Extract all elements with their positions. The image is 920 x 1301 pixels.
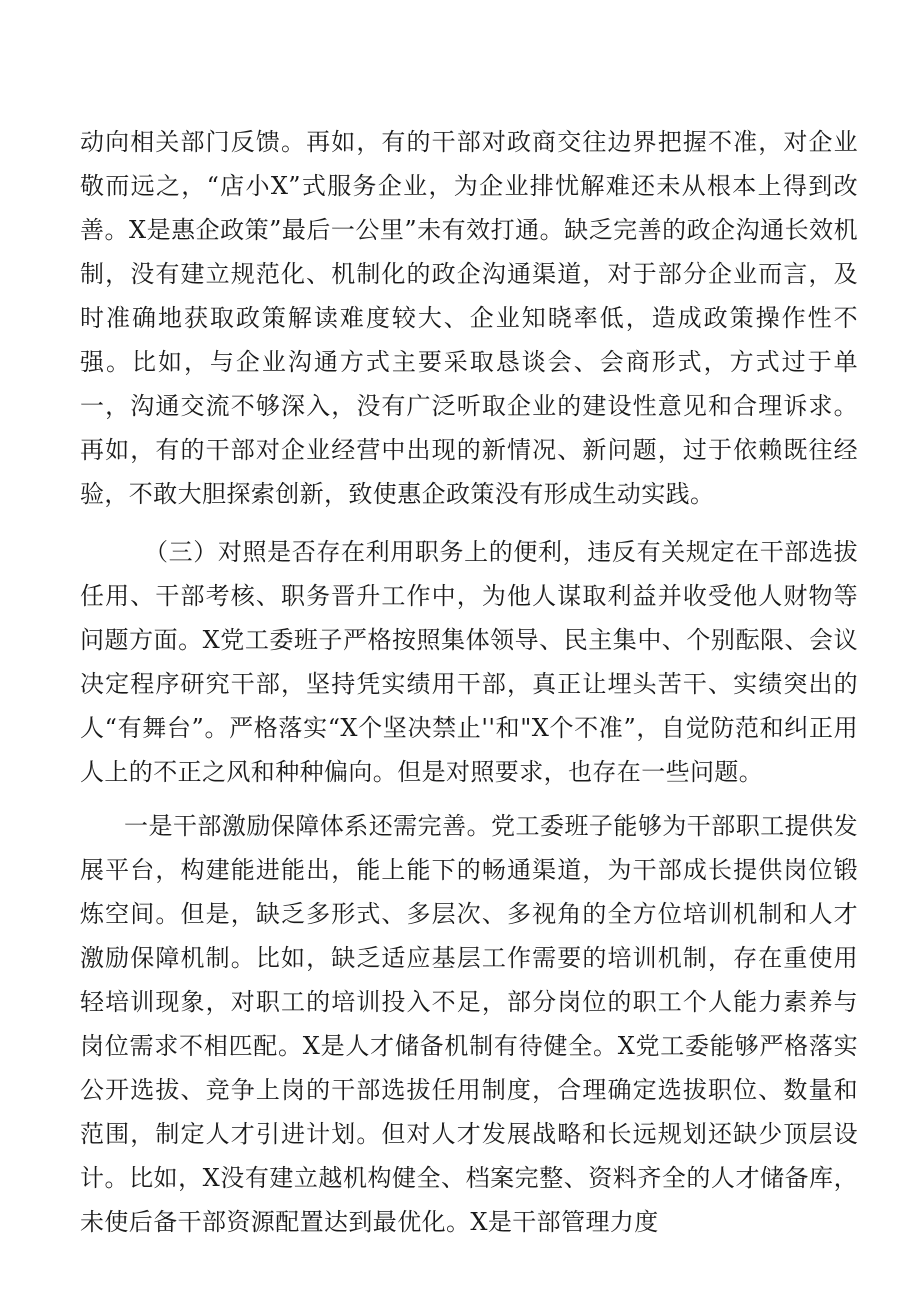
paragraph-1: 动向相关部门反馈。再如，有的干部对政商交往边界把握不准，对企业敬而远之，“店小X”式服务企业，为企业排忧解难还未从根本上得到改善。X是惠企政策”最后一公里”未有效打通。缺乏完善的政企沟通长效机制，没有建立规范化、机制化的政企沟通渠道，对于部分企业而言，及时准确地获取政策解读难度较大、企业知晓率低，造成政策操作性不强。比如，与企业沟通方式主要采取恳谈会、会商形式，方式过于单一，沟通交流不够深入，没有广泛听取企业的建设性意见和合理诉求。再如，有的干部对企业经营中出现的新情况、新问题，过于依赖既往经验，不敢大胆探索创新，致使惠企政策没有形成生动实践。 [80,128,858,508]
paragraph-2: （三）对照是否存在利用职务上的便利，违反有关规定在干部选拔任用、干部考核、职务晋升工作中，为他人谋取利益并收受他人财物等问题方面。X党工委班子严格按照集体领导、民主集中、个别酝限、会议决定程序研究干部，坚持凭实绩用干部，真正让埋头苦干、实绩突出的人“有舞台”。严格落实“X个坚决禁止''和"X个不准”，自觉防范和纠正用人上的不正之风和种种偏向。但是对照要求，也存在一些问题。 [80,538,858,786]
paragraph-3: 一是干部激励保障体系还需完善。党工委班子能够为干部职工提供发展平台，构建能进能出，能上能下的畅通渠道，为干部成长提供岗位锻炼空间。但是，缺乏多形式、多层次、多视角的全方位培训机制和人才激励保障机制。比如，缺乏适应基层工作需要的培训机制，存在重使用轻培训现象，对职工的培训投入不足，部分岗位的职工个人能力素养与岗位需求不相匹配。X是人才储备机制有待健全。X党工委能够严格落实公开选拔、竞争上岗的干部选拔任用制度，合理确定选拔职位、数量和范围，制定人才引进计划。但对人才发展战略和长远规划还缺少顶层设计。比如，X没有建立越机构健全、档案完整、资料齐全的人才储备库，未使后备干部资源配置达到最优化。X是干部管理力度 [80,812,858,1236]
